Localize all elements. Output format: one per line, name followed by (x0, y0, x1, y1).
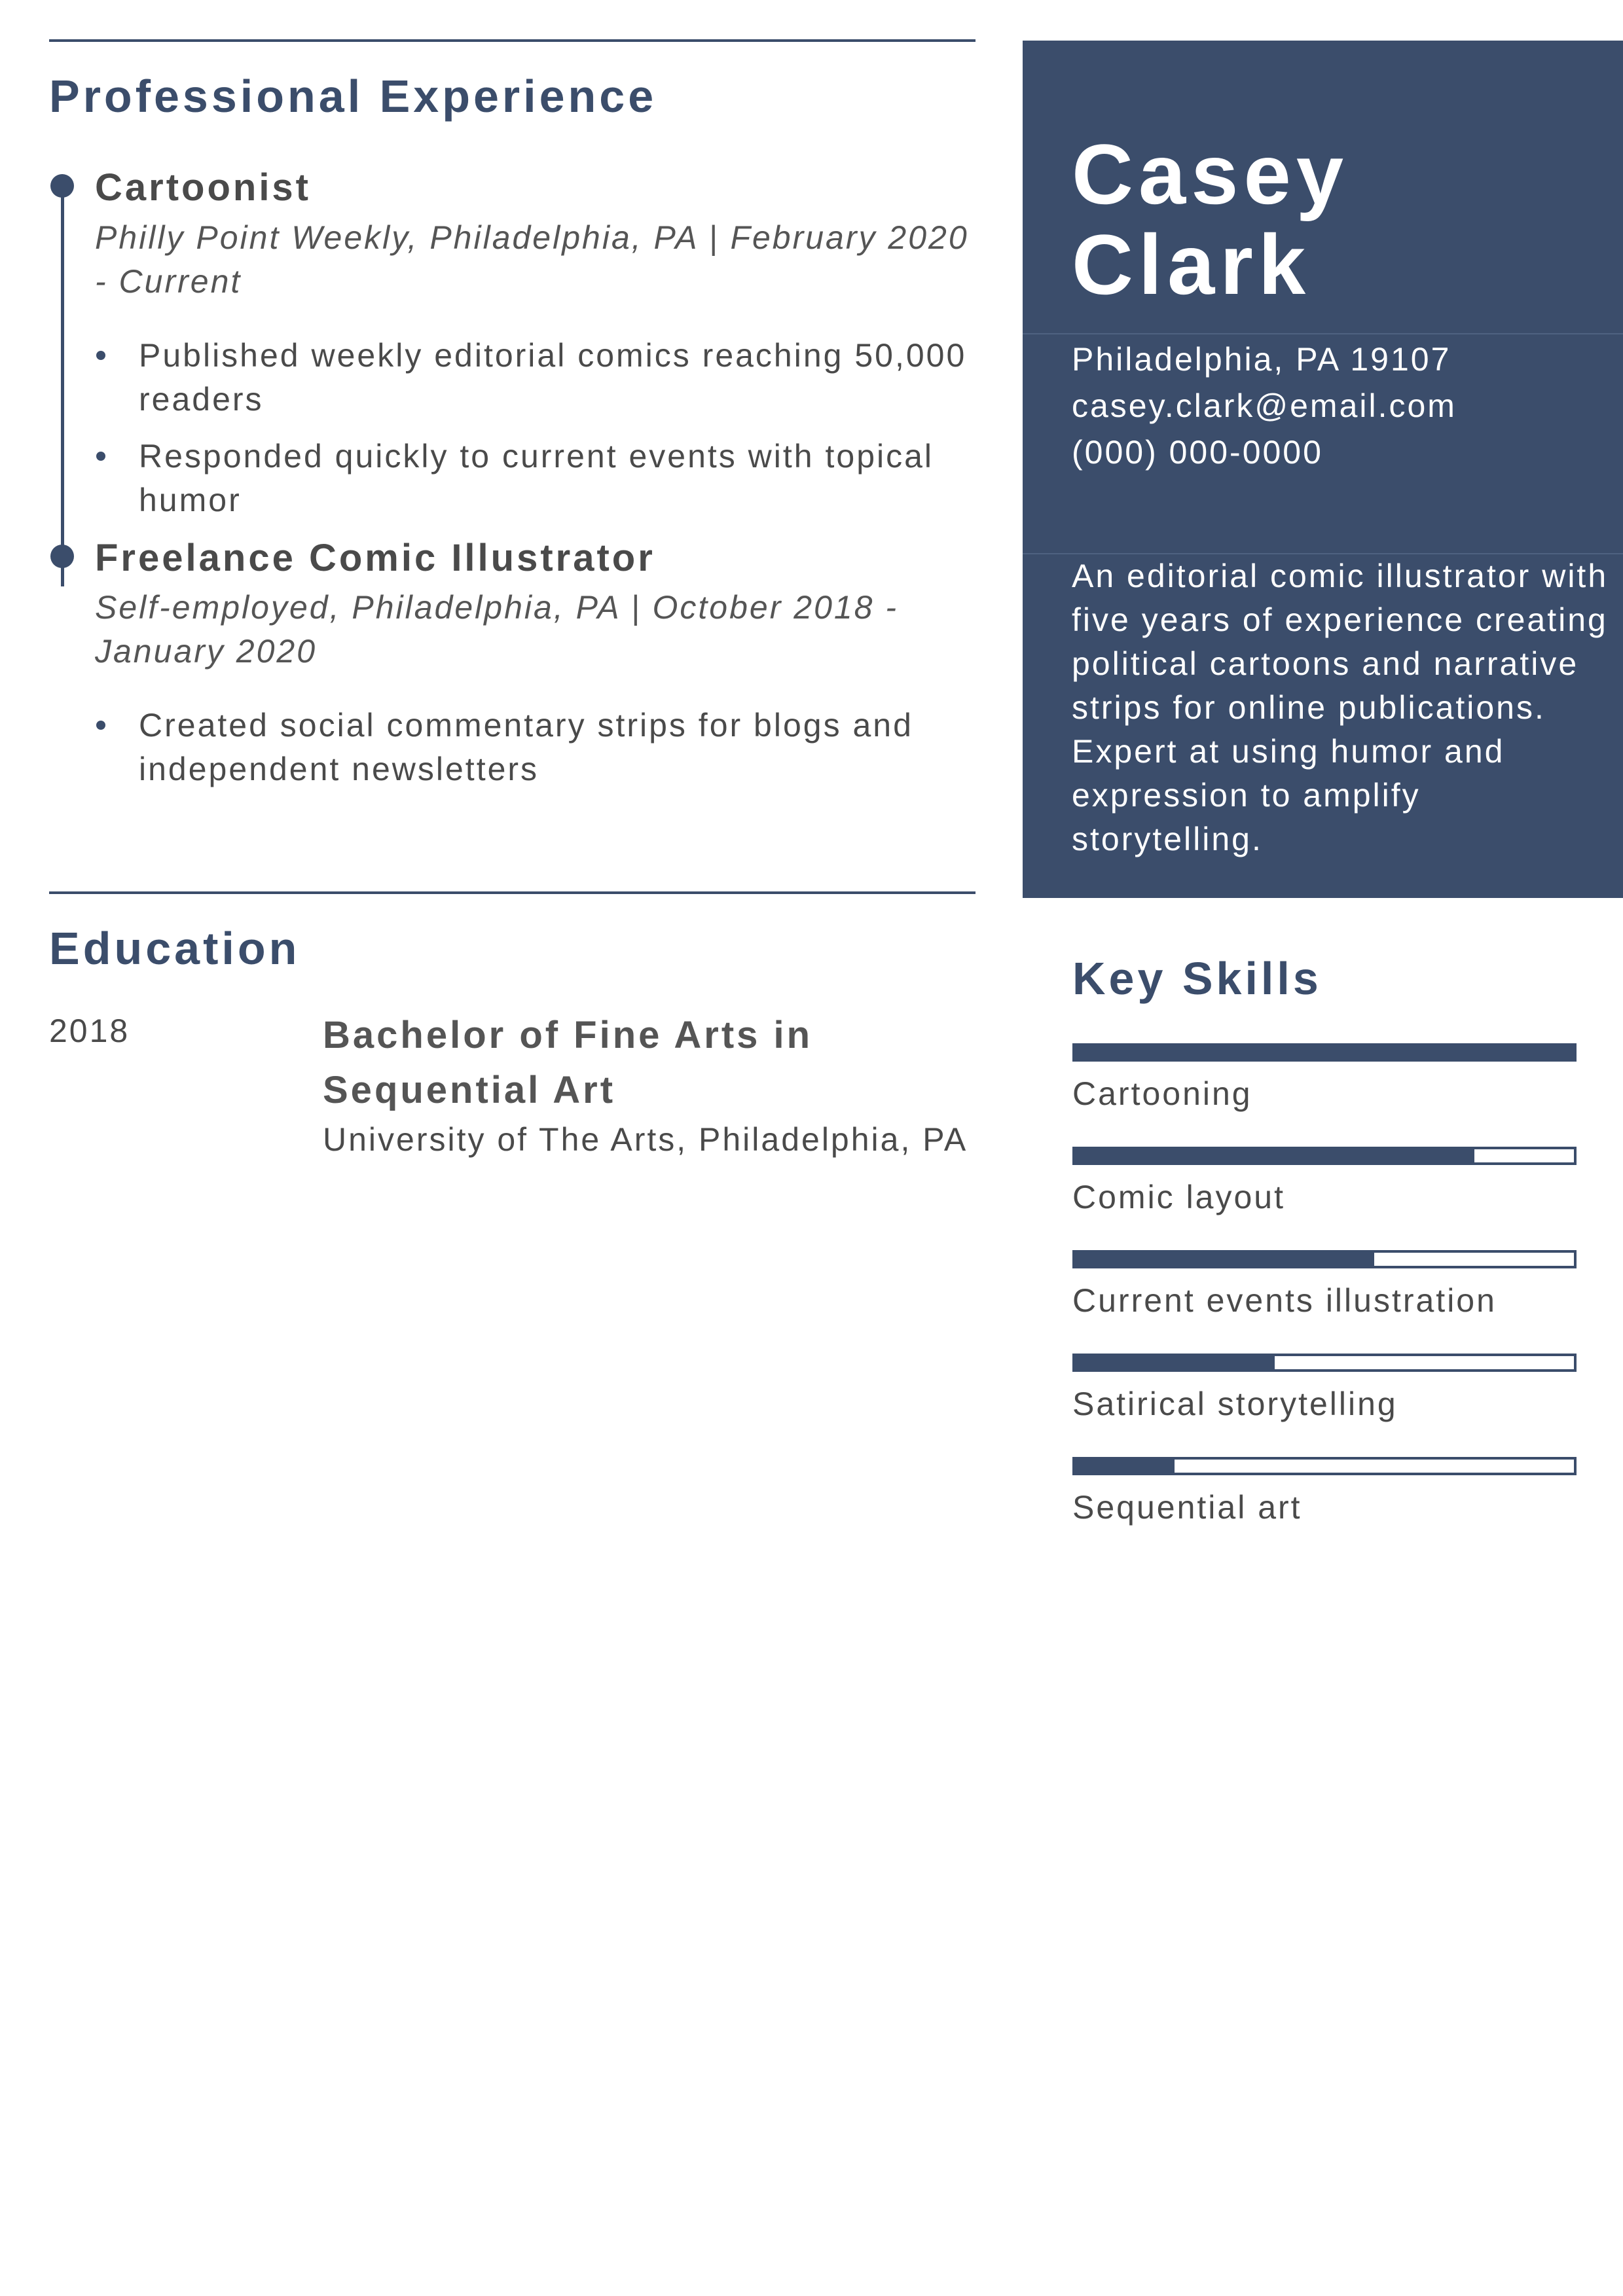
skill-bar (1072, 1147, 1577, 1165)
professional-summary: An editorial comic illustrator with five years of experience creating political cartoons and narrative strips for online publications. Expert at using humor and expression to amplify storytelling. (1072, 558, 1609, 857)
candidate-name (1072, 126, 1349, 312)
profile-sidebar (1023, 41, 1623, 898)
contact-phone[interactable]: (000) 000-0000 (1072, 434, 1323, 471)
education-school: University of The Arts, Philadelphia, PA (323, 1121, 968, 1158)
job-title: Freelance Comic Illustrator (95, 536, 655, 579)
education-section (49, 891, 976, 1178)
job-bullet: Responded quickly to current events with topical humor (95, 435, 976, 522)
timeline-dot-icon (50, 174, 74, 198)
experience-section (49, 39, 976, 804)
skill-bar (1072, 1457, 1577, 1475)
skill-item (1072, 1043, 1577, 1147)
skill-bar (1072, 1043, 1577, 1062)
experience-heading: Professional Experience (49, 71, 657, 122)
experience-timeline (49, 165, 976, 791)
skill-label: Comic layout (1072, 1179, 1285, 1215)
skill-fill (1075, 1356, 1275, 1369)
education-degree: Bachelor of Fine Arts in Sequential Art (323, 1014, 813, 1111)
first-name: Casey (1072, 126, 1349, 222)
skill-label: Satirical storytelling (1072, 1386, 1398, 1422)
skill-label: Sequential art (1072, 1489, 1302, 1526)
skill-fill (1075, 1046, 1574, 1059)
job-meta: Philly Point Weekly, Philadelphia, PA | February 2020 - Current (95, 219, 969, 300)
skill-label: Current events illustration (1072, 1282, 1497, 1319)
timeline-dot-icon (50, 545, 74, 568)
job-entry (49, 165, 976, 522)
skill-fill (1075, 1253, 1374, 1266)
skill-item (1072, 1147, 1577, 1250)
skill-item (1072, 1354, 1577, 1457)
skills-list (1072, 1043, 1577, 1560)
education-heading: Education (49, 923, 301, 974)
section-divider (49, 891, 976, 894)
last-name: Clark (1072, 217, 1311, 312)
job-entry (49, 535, 976, 792)
skill-bar (1072, 1354, 1577, 1372)
skills-heading: Key Skills (1072, 953, 1322, 1004)
contact-info (1072, 336, 1457, 476)
skill-label: Cartooning (1072, 1075, 1252, 1112)
education-details (323, 1008, 977, 1158)
sidebar-divider (1023, 333, 1623, 334)
job-bullet: Published weekly editorial comics reaching 50,000 readers (95, 334, 976, 422)
education-entry (49, 1008, 976, 1178)
section-divider (49, 39, 976, 42)
contact-location: Philadelphia, PA 19107 (1072, 341, 1451, 378)
education-year: 2018 (49, 1013, 130, 1049)
contact-email[interactable]: casey.clark@email.com (1072, 387, 1457, 424)
skill-fill (1075, 1149, 1474, 1162)
skills-section (1072, 953, 1577, 1560)
job-bullets (95, 334, 976, 522)
job-bullets (95, 704, 976, 791)
job-bullet: Created social commentary strips for blogs and independent newsletters (95, 704, 976, 791)
skill-bar (1072, 1250, 1577, 1268)
job-title: Cartoonist (95, 166, 311, 209)
skill-item (1072, 1250, 1577, 1354)
skill-item (1072, 1457, 1577, 1560)
skill-fill (1075, 1460, 1175, 1473)
job-meta: Self-employed, Philadelphia, PA | October 2018 - January 2020 (95, 589, 899, 670)
